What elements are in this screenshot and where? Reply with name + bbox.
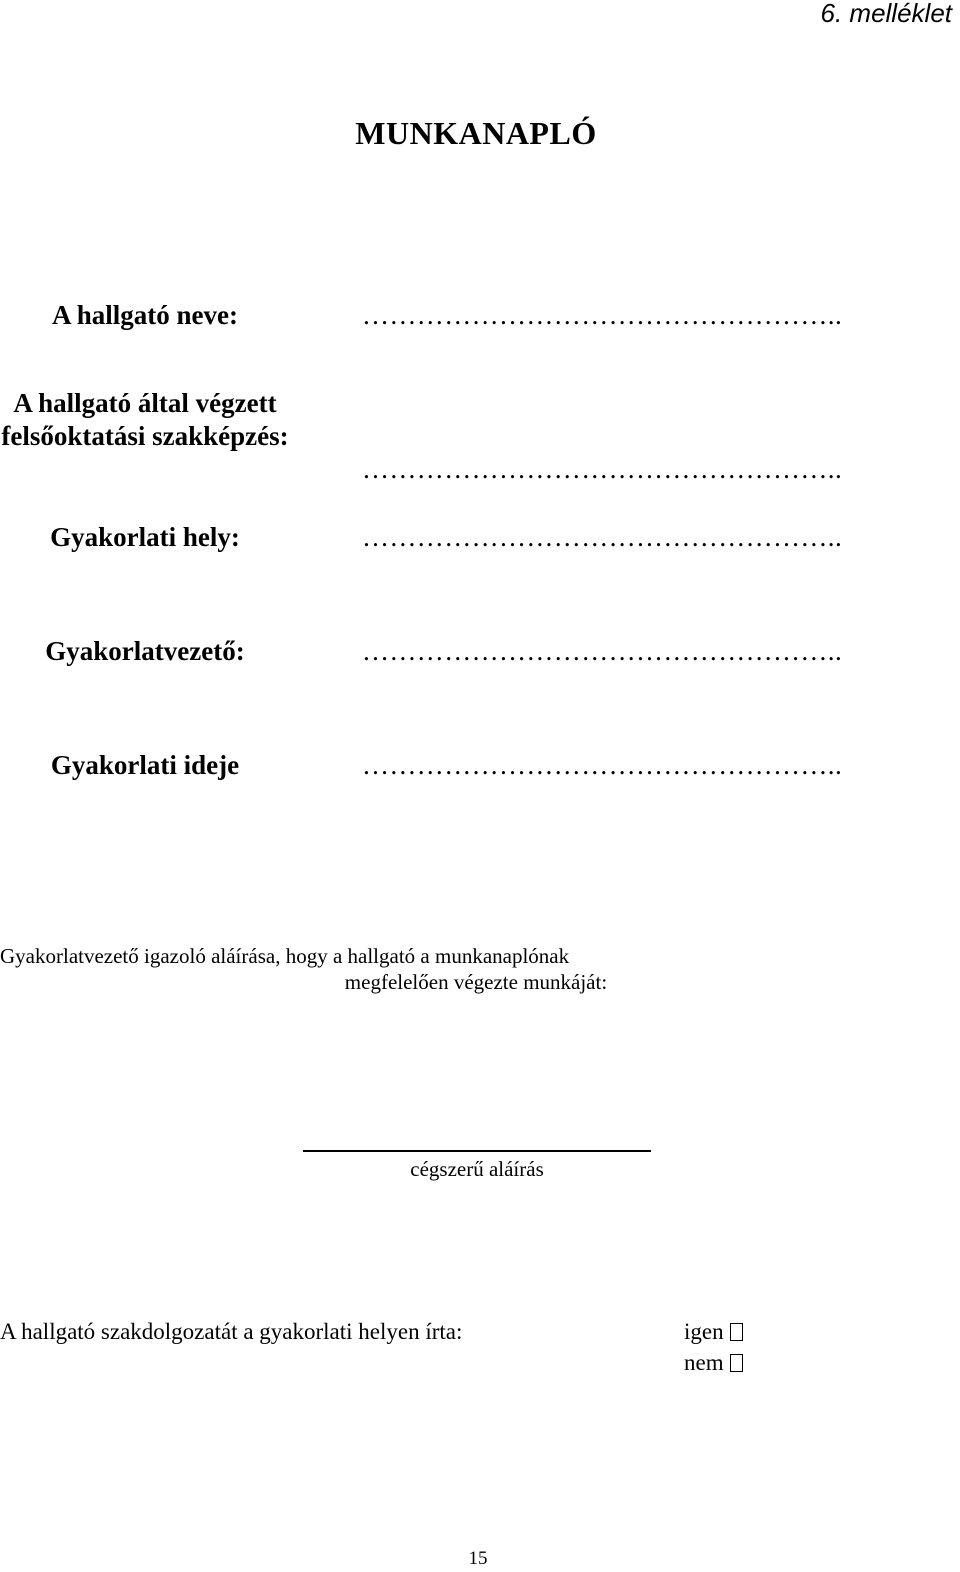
field-label-supervisor: Gyakorlatvezető:	[45, 636, 245, 666]
field-fill-line-supervisor[interactable]: ……………………………………………..	[362, 636, 843, 666]
page-number: 15	[468, 1548, 488, 1569]
thesis-question: A hallgató szakdolgozatát a gyakorlati helyen írta:	[0, 1319, 463, 1344]
field-label-duration: Gyakorlati ideje	[50, 750, 240, 780]
statement-line-2: megfelelően végezte munkáját:	[344, 970, 608, 994]
field-label-placement: Gyakorlati hely:	[50, 522, 240, 552]
field-label-student-name: A hallgató neve:	[52, 300, 238, 330]
checkbox-nem[interactable]	[730, 1354, 743, 1372]
field-fill-line-student-name[interactable]: ……………………………………………..	[362, 300, 843, 330]
document-title: MUNKANAPLÓ	[355, 115, 597, 151]
field-label-training-program: A hallgató által végzett felsőoktatási szakképzés:	[1, 388, 289, 451]
checkbox-igen[interactable]	[730, 1323, 743, 1341]
option-nem-label: nem	[684, 1350, 724, 1375]
signature-caption: cégszerű aláírás	[410, 1157, 544, 1181]
option-nem[interactable]	[684, 1348, 743, 1378]
option-igen[interactable]	[684, 1317, 743, 1347]
statement-line-1: Gyakorlatvezető igazoló aláírása, hogy a hallgató a munkanaplónak	[0, 944, 570, 968]
field-fill-line-placement[interactable]: ……………………………………………..	[362, 522, 843, 552]
field-fill-line-duration[interactable]: ……………………………………………..	[362, 750, 843, 780]
field-fill-line-training-program[interactable]: ……………………………………………..	[362, 454, 843, 484]
option-igen-label: igen	[684, 1319, 724, 1344]
annex-label: 6. melléklet	[820, 0, 952, 28]
signature-line[interactable]	[303, 1150, 651, 1152]
supervisor-statement	[0, 943, 952, 995]
